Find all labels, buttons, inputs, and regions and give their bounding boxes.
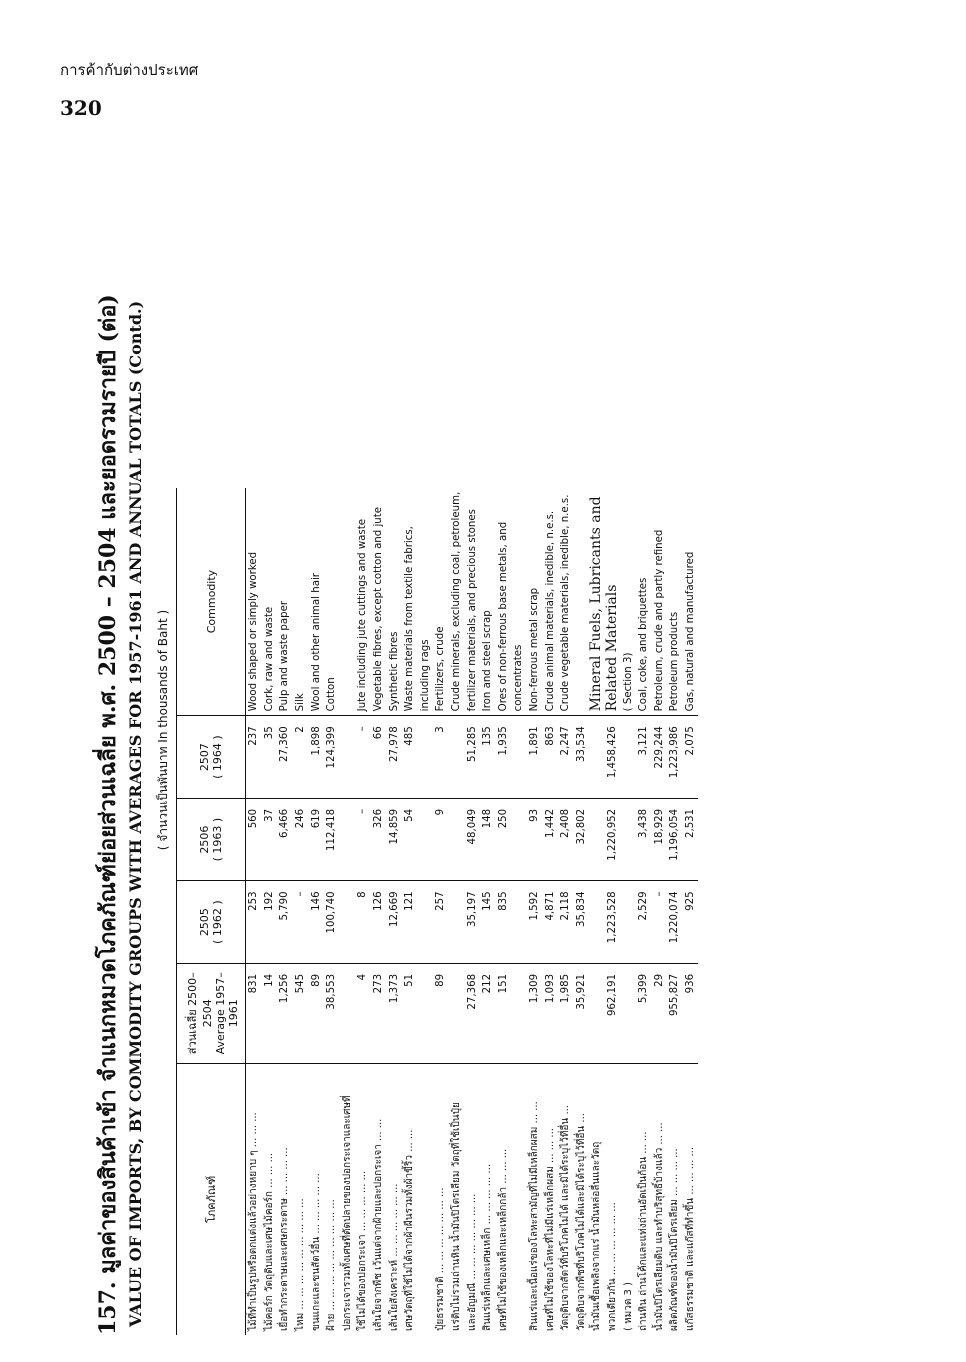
value-1964-cell: 1,458,426 bbox=[605, 716, 621, 799]
table-body bbox=[246, 125, 699, 1335]
average-cell bbox=[589, 963, 605, 1063]
commodity-en-cell: Fertilizers, crude bbox=[433, 488, 449, 716]
value-1962-cell: 925 bbox=[683, 881, 699, 964]
commodity-th-cell: น้ำมันปิโตรเลียมดิบ และทำบริสุทธิ์บ้างแล้ว ... ... bbox=[653, 1122, 665, 1331]
table-row bbox=[433, 125, 449, 1335]
value-1962-cell: 146 bbox=[308, 881, 324, 964]
value-1964-cell: 66 bbox=[371, 716, 387, 799]
commodity-th-cell: เส้นใยสังเคราะห์ ... ... ... ... ... ... bbox=[388, 1183, 400, 1331]
value-1962-cell: 835 bbox=[496, 881, 512, 964]
table-row bbox=[527, 125, 543, 1335]
header-1963-year: ( 1963 ) bbox=[211, 817, 224, 862]
table-row bbox=[449, 125, 465, 1335]
value-1964-cell bbox=[340, 716, 356, 799]
commodity-en-cell: Iron and steel scrap bbox=[480, 488, 496, 716]
commodity-th-cell: แก๊สธรรมชาติ และแก๊สที่ทำขึ้น ... ... ... ... bbox=[684, 1147, 696, 1331]
average-cell: 962,191 bbox=[605, 963, 621, 1063]
value-1963-cell: 1,442 bbox=[542, 798, 558, 881]
value-1962-cell bbox=[449, 881, 465, 964]
value-1962-cell: 100,740 bbox=[324, 881, 340, 964]
header-1964-year: ( 1964 ) bbox=[211, 735, 224, 779]
value-1964-cell: 237 bbox=[246, 716, 262, 799]
commodity-th-cell: ผลิตภัณฑ์ของน้ำมันปิโตรเลียม ... ... ... ... bbox=[669, 1148, 681, 1331]
average-cell: 29 bbox=[651, 963, 667, 1063]
table-row bbox=[480, 125, 496, 1335]
value-1962-cell bbox=[418, 881, 434, 964]
table-number: 157. bbox=[95, 1281, 121, 1335]
table-title-thai bbox=[90, 125, 124, 1335]
table-row bbox=[558, 125, 574, 1335]
header-2507 bbox=[177, 716, 246, 799]
value-1963-cell: 2,531 bbox=[683, 798, 699, 881]
value-1964-cell: 3,121 bbox=[636, 716, 652, 799]
commodity-th-cell: ( หมวด 3 ) bbox=[622, 1282, 634, 1331]
commodity-th-cell: วัตถุดิบจากพืชที่บริโภคไม่ได้และมิได้ระบุไว้ที่อื่น ... bbox=[575, 1113, 587, 1331]
table-row bbox=[605, 125, 621, 1335]
header-2506 bbox=[177, 798, 246, 881]
average-cell: 955,827 bbox=[667, 963, 683, 1063]
value-1963-cell: 48,049 bbox=[464, 798, 480, 881]
commodity-th-cell: ถ่านหิน ถ่านโค้กและแท่งถ่านอัดเป็นก้อน ... ... bbox=[638, 1131, 650, 1331]
value-1964-cell: 135 bbox=[480, 716, 496, 799]
value-1964-cell: 2 bbox=[293, 716, 309, 799]
value-1962-cell: 145 bbox=[480, 881, 496, 964]
value-1963-cell: 14,859 bbox=[386, 798, 402, 881]
value-1962-cell: 121 bbox=[402, 881, 418, 964]
table-row bbox=[542, 125, 558, 1335]
value-1962-cell: 12,669 bbox=[386, 881, 402, 964]
average-cell: 35,921 bbox=[573, 963, 589, 1063]
commodity-en-cell bbox=[573, 488, 589, 716]
table-row bbox=[355, 125, 371, 1335]
value-1964-cell: 27,978 bbox=[386, 716, 402, 799]
header-2507-year: 2507 bbox=[198, 743, 211, 772]
average-cell: 831 bbox=[246, 963, 262, 1063]
commodity-en-cell: including rags bbox=[418, 488, 434, 716]
value-1963-cell: 1,196,054 bbox=[667, 798, 683, 881]
average-cell: 545 bbox=[293, 963, 309, 1063]
header-commodity-en: Commodity bbox=[177, 488, 246, 716]
table-row bbox=[402, 125, 418, 1335]
commodity-en-cell bbox=[340, 488, 356, 716]
table-row bbox=[589, 125, 605, 1335]
table-row bbox=[277, 125, 293, 1335]
commodity-en-cell: Crude minerals, excluding coal, petroleum, bbox=[449, 488, 465, 716]
value-1964-cell: 33,534 bbox=[573, 716, 589, 799]
average-cell bbox=[340, 963, 356, 1063]
value-1964-cell bbox=[449, 716, 465, 799]
table-row bbox=[683, 125, 699, 1335]
value-1964-cell bbox=[589, 716, 605, 799]
value-1962-cell: 1,223,528 bbox=[605, 881, 621, 964]
value-1963-cell bbox=[589, 798, 605, 881]
commodity-en-cell: Mineral Fuels, Lubricants and bbox=[589, 488, 605, 716]
average-cell: 212 bbox=[480, 963, 496, 1063]
value-1963-cell: 6,466 bbox=[277, 798, 293, 881]
table-row bbox=[496, 125, 512, 1335]
page-number: 320 bbox=[60, 96, 102, 120]
value-1963-cell bbox=[418, 798, 434, 881]
value-1962-cell bbox=[340, 881, 356, 964]
value-1964-cell: 485 bbox=[402, 716, 418, 799]
commodity-th-cell: น้ำมันเชื้อเพลิงจากแร่ น้ำมันหล่อลื่นและวัตถุ bbox=[591, 1141, 603, 1331]
value-1964-cell: 1,898 bbox=[308, 716, 324, 799]
value-1964-cell: 51,285 bbox=[464, 716, 480, 799]
average-cell: 151 bbox=[496, 963, 512, 1063]
average-cell: 14 bbox=[262, 963, 278, 1063]
header-2505 bbox=[177, 881, 246, 964]
average-cell bbox=[449, 963, 465, 1063]
commodity-th-cell bbox=[418, 1063, 434, 1335]
value-1962-cell: 1,220,074 bbox=[667, 881, 683, 964]
value-1963-cell: 32,802 bbox=[573, 798, 589, 881]
value-1964-cell: 35 bbox=[262, 716, 278, 799]
average-cell: 936 bbox=[683, 963, 699, 1063]
value-1964-cell: 1,935 bbox=[496, 716, 512, 799]
value-1963-cell bbox=[620, 798, 636, 881]
value-1963-cell: 250 bbox=[496, 798, 512, 881]
value-1963-cell: 54 bbox=[402, 798, 418, 881]
table-row bbox=[340, 125, 356, 1335]
commodity-th-cell: ขนแกะและขนสัตว์อื่น ... ... ... ... ... bbox=[310, 1173, 322, 1331]
commodity-en-cell: Non-ferrous metal scrap bbox=[527, 488, 543, 716]
commodity-th-cell: พวกเดียวกัน ... ... ... ... ... ... bbox=[606, 1202, 618, 1331]
value-1962-cell: 253 bbox=[246, 881, 262, 964]
commodity-en-cell: Cork, raw and waste bbox=[262, 488, 278, 716]
value-1962-cell: 257 bbox=[433, 881, 449, 964]
table-row bbox=[324, 125, 340, 1335]
commodity-th-cell: แร่ดิบไม่รวมถ่านหิน น้ำมันปิโตรเลียม วัตถุที่ใช้เป็นปุ๋ย bbox=[451, 1102, 463, 1331]
average-cell: 5,399 bbox=[636, 963, 652, 1063]
table-row bbox=[418, 125, 434, 1335]
value-1964-cell: 229,244 bbox=[651, 716, 667, 799]
table-row bbox=[667, 125, 683, 1335]
rotated-table-block bbox=[90, 125, 930, 1335]
commodity-en-cell: Wood shaped or simply worked bbox=[246, 488, 262, 716]
value-1963-cell: 619 bbox=[308, 798, 324, 881]
value-1963-cell: 246 bbox=[293, 798, 309, 881]
value-1963-cell: 1,220,952 bbox=[605, 798, 621, 881]
value-1962-cell: – bbox=[293, 881, 309, 964]
commodity-en-cell: Pulp and waste paper bbox=[277, 488, 293, 716]
table-row bbox=[293, 125, 309, 1335]
commodity-th-cell: ปุ๋ยธรรมชาติ ... ... ... ... ... ... ... bbox=[435, 1187, 447, 1331]
table-row bbox=[573, 125, 589, 1335]
table-row bbox=[308, 125, 324, 1335]
value-1964-cell: 863 bbox=[542, 716, 558, 799]
value-1964-cell bbox=[418, 716, 434, 799]
value-1963-cell: – bbox=[355, 798, 371, 881]
commodity-en-cell: Cotton bbox=[324, 488, 340, 716]
average-cell: 4 bbox=[355, 963, 371, 1063]
table-row bbox=[511, 125, 527, 1335]
table-units: ( จำนวนเป็นพันบาท In thousands of Baht ) bbox=[156, 609, 170, 851]
value-1964-cell: 3 bbox=[433, 716, 449, 799]
value-1962-cell bbox=[589, 881, 605, 964]
value-1962-cell: – bbox=[651, 881, 667, 964]
commodity-th-cell: เศษวัตถุที่ใช้ไม่ได้จากผ้าผืนรวมทั้งผ้าขี้ริ้ว ... ... bbox=[404, 1129, 416, 1331]
value-1963-cell: 112,418 bbox=[324, 798, 340, 881]
average-cell bbox=[511, 963, 527, 1063]
commodity-en-cell: Gas, natural and manufactured bbox=[683, 488, 699, 716]
commodity-th-cell bbox=[511, 1063, 527, 1335]
average-cell: 38,553 bbox=[324, 963, 340, 1063]
commodity-en-cell: Ores of non-ferrous base metals, and bbox=[496, 488, 512, 716]
value-1963-cell: 9 bbox=[433, 798, 449, 881]
value-1964-cell: 2,075 bbox=[683, 716, 699, 799]
table-row bbox=[651, 125, 667, 1335]
average-cell bbox=[620, 963, 636, 1063]
commodity-th-cell: เศษที่ไม่ใช้ของเหล็กและเหล็กกล้า ... ... ... bbox=[497, 1148, 509, 1331]
value-1962-cell: 4,871 bbox=[542, 881, 558, 964]
value-1962-cell: 2,118 bbox=[558, 881, 574, 964]
value-1962-cell: 192 bbox=[262, 881, 278, 964]
header-average-th: ส่วนเฉลี่ย 2500–2504 bbox=[185, 972, 214, 1055]
average-cell: 1,093 bbox=[542, 963, 558, 1063]
value-1962-cell bbox=[620, 881, 636, 964]
value-1964-cell: 27,360 bbox=[277, 716, 293, 799]
header-average bbox=[177, 963, 246, 1063]
average-cell: 27,368 bbox=[464, 963, 480, 1063]
commodity-en-cell: fertilizer materials, and precious stones bbox=[464, 488, 480, 716]
value-1962-cell: 1,592 bbox=[527, 881, 543, 964]
table-row bbox=[246, 125, 262, 1335]
header-average-en: Average 1957–1961 bbox=[213, 972, 240, 1055]
commodity-th-cell: ไหม ... ... ... ... ... ... ... ... ... bbox=[295, 1198, 307, 1331]
value-1962-cell: 2,529 bbox=[636, 881, 652, 964]
value-1964-cell bbox=[620, 716, 636, 799]
average-cell: 89 bbox=[433, 963, 449, 1063]
value-1963-cell: 93 bbox=[527, 798, 543, 881]
average-cell: 273 bbox=[371, 963, 387, 1063]
table-header bbox=[177, 125, 246, 1335]
commodity-th-cell: สินแร่และเนื้อแร่ของโลหะสามัญที่ไม่มีเหล็กผสม ... ... bbox=[528, 1101, 540, 1331]
commodity-th-cell: ปอกระเจารวมทั้งเศษที่ตัดปลายของปอกระเจาและเศษที่ bbox=[341, 1095, 353, 1331]
commodity-th-cell: วัตถุดิบจากสัตว์ที่บริโภคไม่ได้ และมิได้ระบุไว้ที่อื่น ... bbox=[560, 1105, 572, 1331]
value-1963-cell: 37 bbox=[262, 798, 278, 881]
value-1963-cell bbox=[340, 798, 356, 881]
commodity-en-cell: Crude vegetable materials, inedible, n.e.s. bbox=[558, 488, 574, 716]
commodity-th-cell: สินแร่เหล็กและเศษเหล็ก ... ... ... ... ... bbox=[482, 1163, 494, 1331]
value-1962-cell: 8 bbox=[355, 881, 371, 964]
value-1963-cell: 560 bbox=[246, 798, 262, 881]
commodity-en-cell: Waste materials from textile fabrics, bbox=[402, 488, 418, 716]
commodity-th-cell: ไม้คอร์ก วัตถุดิบและเศษไม้คอร์ก ... ... ... bbox=[263, 1152, 275, 1331]
commodity-th-cell: ไม้ที่ทำเป็นรูปหรือตกแต่งแล้วอย่างหยาบ ๆ ... ... ... bbox=[248, 1112, 260, 1331]
value-1964-cell: 1,891 bbox=[527, 716, 543, 799]
table-row bbox=[371, 125, 387, 1335]
value-1962-cell: 35,197 bbox=[464, 881, 480, 964]
value-1964-cell: 124,399 bbox=[324, 716, 340, 799]
commodity-en-cell: Jute including jute cuttings and waste bbox=[355, 488, 371, 716]
commodity-en-cell: Petroleum products bbox=[667, 488, 683, 716]
value-1964-cell: – bbox=[355, 716, 371, 799]
running-header: การค้ากับต่างประเทศ bbox=[60, 61, 199, 79]
table-title-th-text: มูลค่าของสินค้าเข้า จำแนกหมวดโภคภัณฑ์ย่อยส่วนเฉลี่ย พ.ศ. 2500 – 2504 และยอดรวมรายปี (ต่อ) bbox=[95, 294, 121, 1274]
value-1963-cell: 3,438 bbox=[636, 798, 652, 881]
commodity-en-cell: Petroleum, crude and partly refined bbox=[651, 488, 667, 716]
table-row bbox=[262, 125, 278, 1335]
value-1963-cell: 2,408 bbox=[558, 798, 574, 881]
average-cell: 51 bbox=[402, 963, 418, 1063]
header-commodity-th: โภคภัณฑ์ bbox=[177, 1063, 246, 1335]
table-row bbox=[464, 125, 480, 1335]
value-1962-cell: 126 bbox=[371, 881, 387, 964]
commodity-th-cell: เส้นใยจากพืช เว้นแต่จากฝ้ายและปอกระเจา ... ... bbox=[373, 1118, 385, 1331]
value-1962-cell bbox=[511, 881, 527, 964]
commodity-en-cell: concentrates bbox=[511, 488, 527, 716]
table-title-english: VALUE OF IMPORTS, BY COMMODITY GROUPS WITH AVERAGES FOR 1957-1961 AND ANNUAL TOTALS (Contd.) bbox=[126, 300, 145, 1327]
value-1964-cell: 2,247 bbox=[558, 716, 574, 799]
commodity-th-cell: ฝ้าย ... ... ... ... ... ... ... ... ... bbox=[326, 1199, 338, 1331]
value-1964-cell bbox=[511, 716, 527, 799]
table-row bbox=[620, 125, 636, 1335]
commodity-th-cell: เศษที่ไม่ใช้ของโลหะที่ไม่มีแร่เหล็กผสม ... ... ... bbox=[544, 1128, 556, 1331]
value-1962-cell: 5,790 bbox=[277, 881, 293, 964]
value-1963-cell: 148 bbox=[480, 798, 496, 881]
average-cell: 1,256 bbox=[277, 963, 293, 1063]
average-cell: 1,373 bbox=[386, 963, 402, 1063]
average-cell: 1,985 bbox=[558, 963, 574, 1063]
commodity-th-cell: เยื่อทำกระดาษและเศษกระดาษ ... ... ... ... bbox=[279, 1147, 291, 1331]
commodity-en-cell: Crude animal materials, inedible, n.e.s. bbox=[542, 488, 558, 716]
commodity-en-cell: Vegetable fibres, except cotton and jute bbox=[371, 488, 387, 716]
value-1963-cell bbox=[449, 798, 465, 881]
average-cell bbox=[418, 963, 434, 1063]
imports-table bbox=[176, 125, 698, 1335]
value-1964-cell: 1,223,986 bbox=[667, 716, 683, 799]
header-2506-year: 2506 bbox=[198, 825, 211, 854]
commodity-en-cell: Coal, coke, and briquettes bbox=[636, 488, 652, 716]
value-1963-cell bbox=[511, 798, 527, 881]
commodity-en-cell: Related Materials bbox=[605, 488, 621, 716]
header-2505-year: 2505 bbox=[198, 908, 211, 937]
commodity-en-cell: ( Section 3) bbox=[620, 488, 636, 716]
commodity-th-cell: และอัญมณี ... ... ... ... ... ... ... bbox=[466, 1193, 478, 1331]
value-1963-cell: 326 bbox=[371, 798, 387, 881]
table-row bbox=[386, 125, 402, 1335]
commodity-th-cell: ใช้ไม่ได้ของปอกระเจา ... ... ... ... ... bbox=[357, 1170, 369, 1331]
average-cell: 89 bbox=[308, 963, 324, 1063]
commodity-en-cell: Wool and other animal hair bbox=[308, 488, 324, 716]
table-row bbox=[636, 125, 652, 1335]
commodity-en-cell: Silk bbox=[293, 488, 309, 716]
header-1962-year: ( 1962 ) bbox=[211, 900, 224, 944]
value-1963-cell: 18,929 bbox=[651, 798, 667, 881]
commodity-en-cell: Synthetic fibres bbox=[386, 488, 402, 716]
value-1962-cell: 35,834 bbox=[573, 881, 589, 964]
average-cell: 1,309 bbox=[527, 963, 543, 1063]
